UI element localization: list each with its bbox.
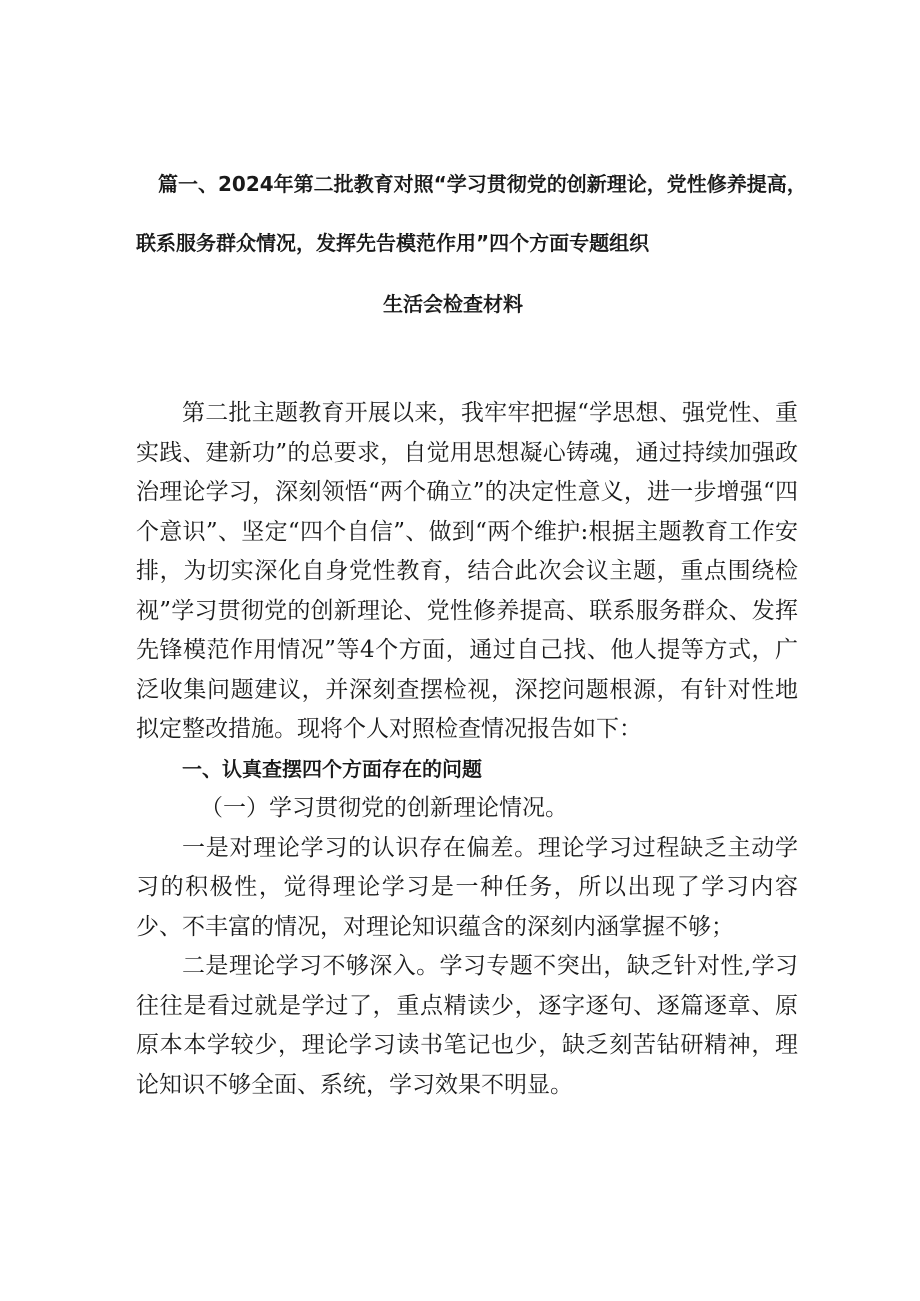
point-paragraph-1: 一是对理论学习的认识存在偏差。理论学习过程缺乏主动学习的积极性，觉得理论学习是一种任务，所以出现了学习内容少、不丰富的情况，对理论知识蕴含的深刻内涵掌握不够； [136, 834, 798, 940]
subsection-heading: （一）学习贯彻党的创新理论情况。 [200, 795, 568, 821]
title-line-1: 篇一、2024年第二批教育对照“学习贯彻党的创新理论，党性修养提高， [158, 172, 807, 196]
intro-paragraph: 第二批主题教育开展以来，我牢牢把握“学思想、强党性、重实践、建新功”的总要求，自觉用思想凝心铸魂，通过持续加强政治理论学习，深刻领悟“两个确立”的决定性意义，进一步增强“四个意识”、坚定“四个自信”、做到“两个维护:根据主题教育工作安排，为切实深化自身党性教育，结合此次会议主题，重点围绕检视”学习贯彻党的创新理论、党性修养提高、联系服务群众、发挥先锋模范作用情况”等4个方面，通过自己找、他人提等方式，广泛收集问题建议，并深刻查摆检视，深挖问题根源，有针对性地拟定整改措施。现将个人对照检查情况报告如下： [136, 400, 798, 742]
document-body [136, 394, 798, 1105]
title-line-3: 生活会检查材料 [383, 292, 523, 316]
section-heading: 一、认真查摆四个方面存在的问题 [182, 756, 482, 781]
title-line-2: 联系服务群众情况，发挥先告模范作用”四个方面专题组织 [136, 231, 650, 255]
point-paragraph-2: 二是理论学习不够深入。学习专题不突出，缺乏针对性,学习往往是看过就是学过了，重点精读少，逐字逐句、逐篇逐章、原原本本学较少，理论学习读书笔记也少，缺乏刻苦钻研精神，理论知识不够全面、系统，学习效果不明显。 [136, 953, 798, 1098]
